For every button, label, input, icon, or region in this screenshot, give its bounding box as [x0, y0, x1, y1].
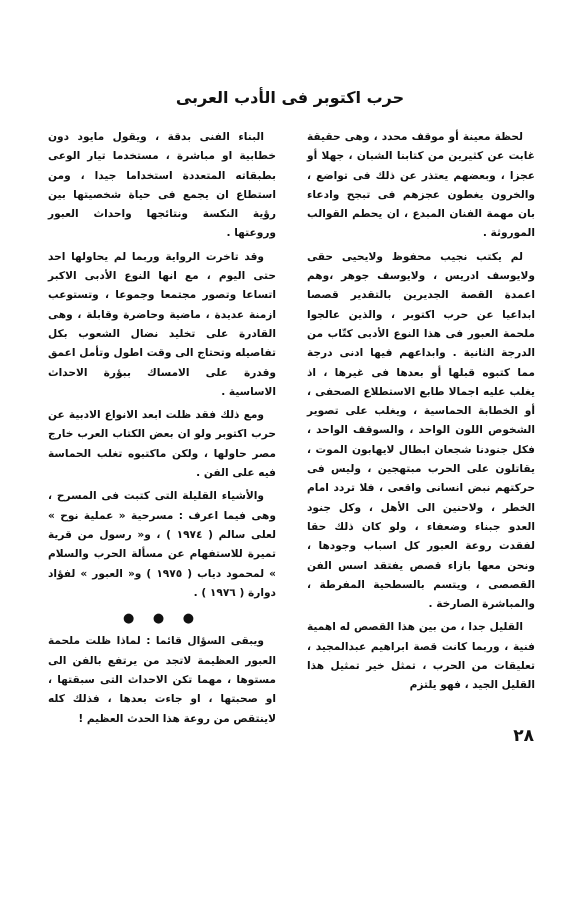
- paragraph: لم يكتب نجيب محفوظ ولايحيى حقى ولايوسف ادريس ، ولايوسف جوهر ،وهم اعمدة القصة الجديرين بالتقدير قصصا ابداعيا عن حرب اكتوبر ، والذين عالجوا ملحمة العبور فى هذا النوع الأدبى كتّاب من الدرجة الثانية . وابداعهم فيها ادنى درجة مما كتبوه قبلها أو بعدها فى غيرها ، اذ يغلب عليه اجمالا طابع الاستطلاع الصحفى ، أو الخطابة الحماسية ، ويغلب على تصوير الشخوص اللون الواحد ، والسوقف الواحد ، فكل جنودنا شجعان ابطال لايهابون الموت ، يقاتلون على الحرب مبتهجين ، وليس فى حركتهم نبض انسانى واقعى ، فلا تردد امام الخطر ، ولاحنين الى الأهل ، وكل جنود العدو جبناء وضعفاء ، ولو كان ذلك حقا لفقدت روعة العبور كل اسباب وجودها ، ونحن معها بازاء قصص يفتقد اسس الفن القصصى ، ويتسم بالسطحية المفرطة ، والمباشرة الصارخة .: [307, 250, 535, 611]
- paragraph: والأشياء القليلة التى كتبت فى المسرح ، وهى فيما اعرف : مسرحية « عملية نوح » لعلى سالم ( ١٩٧٤ ) ، و« رسول من قرية تميرة للاستفهام عن مسألة الحرب والسلام » لمحمود دياب ( ١٩٧٥ ) و« العبور » لفؤاد دوارة ( ١٩٧٦ ) .: [48, 490, 276, 599]
- right-text-column: [307, 128, 535, 696]
- paragraph: القليل جدا ، من بين هذا القصص له اهمية فنية ، وربما كانت قصة ابراهيم عبدالمجيد ، تعليقات من الحرب ، تمثل خير تمثيل هذا القليل الجيد ، فهو يلتزم: [307, 621, 535, 692]
- closing-paragraph: ويبقى السؤال قائما : لماذا ظلت ملحمة العبور العظيمة لاتجد من يرتفع بالفن الى مستوها ، مهما تكن الاحداث التى سبقتها ، او صحبتها ، او جاءت بعدها ، فذلك كله لاينتقص من روعة هذا الحدث العظيم !: [48, 635, 276, 725]
- paragraph: ومع ذلك فقد ظلت ابعد الانواع الادبية عن حرب اكتوبر ولو ان بعض الكتاب العرب خارج مصر حاولها ، ولكن ماكتبوه تغلب الحماسة فيه على الفن .: [48, 409, 276, 480]
- section-separator: ● ● ●: [122, 611, 202, 627]
- paragraph: وقد تاخرت الرواية وربما لم يحاولها احد حتى اليوم ، مع انها النوع الأدبى الاكبر اتساعا وتصور مجتمعا وجموعا ، وتستوعب ازمنة عديدة ، ماضية وحاضرة وقابلة ، وهى القادرة على تخليد نضال الشعوب بكل تفاصيله وتحتاج الى وقت اطول وتأمل اعمق وقدرة على الامساك ببؤرة الاحداث الاساسية .: [48, 250, 276, 398]
- paragraph: البناء الفنى بدقة ، ويقول مايود دون خطابية او مباشرة ، مستخدما تيار الوعى بطبقاته المتعددة استخداما جيدا ، ومن استطاع ان يجمع فى حياة شخصيتها بين رؤية النكسة ونتائجها واحداث العبور وروعتها .: [48, 131, 276, 240]
- paragraph: لحظة معينة أو موقف محدد ، وهى حقيقة غابت عن كثيرين من كتابنا الشبان ، جهلا أو عجزا ، وبعضهم يعتذر عن ذلك فى تواضع ، والخرون يغطون عجزهم فى تبجح وادعاء بان مهمة الفنان المبدع ، ان يحطم القوالب الموروثة .: [307, 131, 535, 240]
- left-text-column: [48, 128, 276, 729]
- running-head-title: حرب اكتوبر فى الأدب العربى: [175, 88, 405, 107]
- page-number: ٢٨: [513, 726, 534, 746]
